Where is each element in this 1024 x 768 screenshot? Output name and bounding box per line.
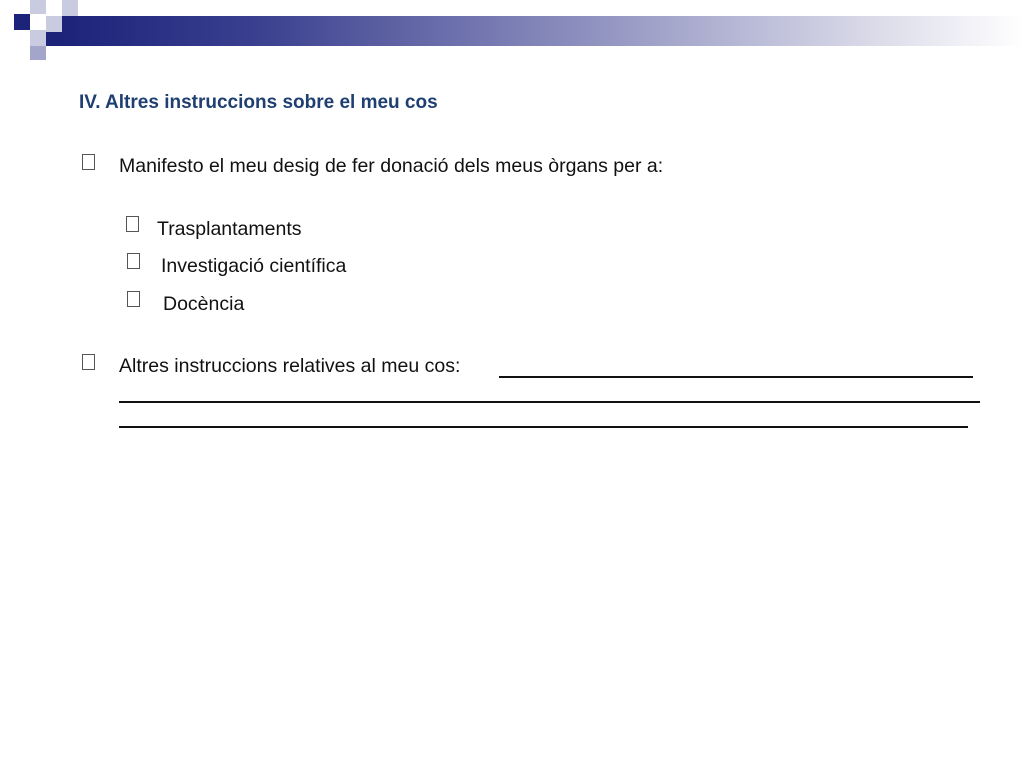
option-label-docencia: Docència	[163, 293, 245, 315]
header-square	[46, 32, 62, 46]
option-checkbox-trasplantaments[interactable]	[126, 216, 139, 232]
header-square	[30, 0, 46, 14]
option-label-investigacio: Investigació científica	[161, 255, 347, 277]
other-instructions-line[interactable]	[119, 426, 968, 428]
option-label-trasplantaments: Trasplantaments	[157, 218, 302, 240]
header-square	[30, 46, 46, 60]
other-instructions-line[interactable]	[499, 376, 973, 378]
donation-label: Manifesto el meu desig de fer donació dels meus òrgans per a:	[119, 155, 664, 177]
header-square	[46, 16, 62, 32]
other-instructions-line[interactable]	[119, 401, 980, 403]
option-checkbox-docencia[interactable]	[127, 291, 140, 307]
other-instructions-checkbox[interactable]	[82, 354, 95, 370]
header-square	[30, 30, 46, 46]
header-gradient-bar	[62, 16, 1024, 46]
header-square	[62, 0, 78, 16]
section-title: IV. Altres instruccions sobre el meu cos	[79, 92, 438, 113]
option-checkbox-investigacio[interactable]	[127, 253, 140, 269]
donation-checkbox[interactable]	[82, 154, 95, 170]
other-instructions-label: Altres instruccions relatives al meu cos:	[119, 355, 461, 377]
header-square	[14, 14, 30, 30]
